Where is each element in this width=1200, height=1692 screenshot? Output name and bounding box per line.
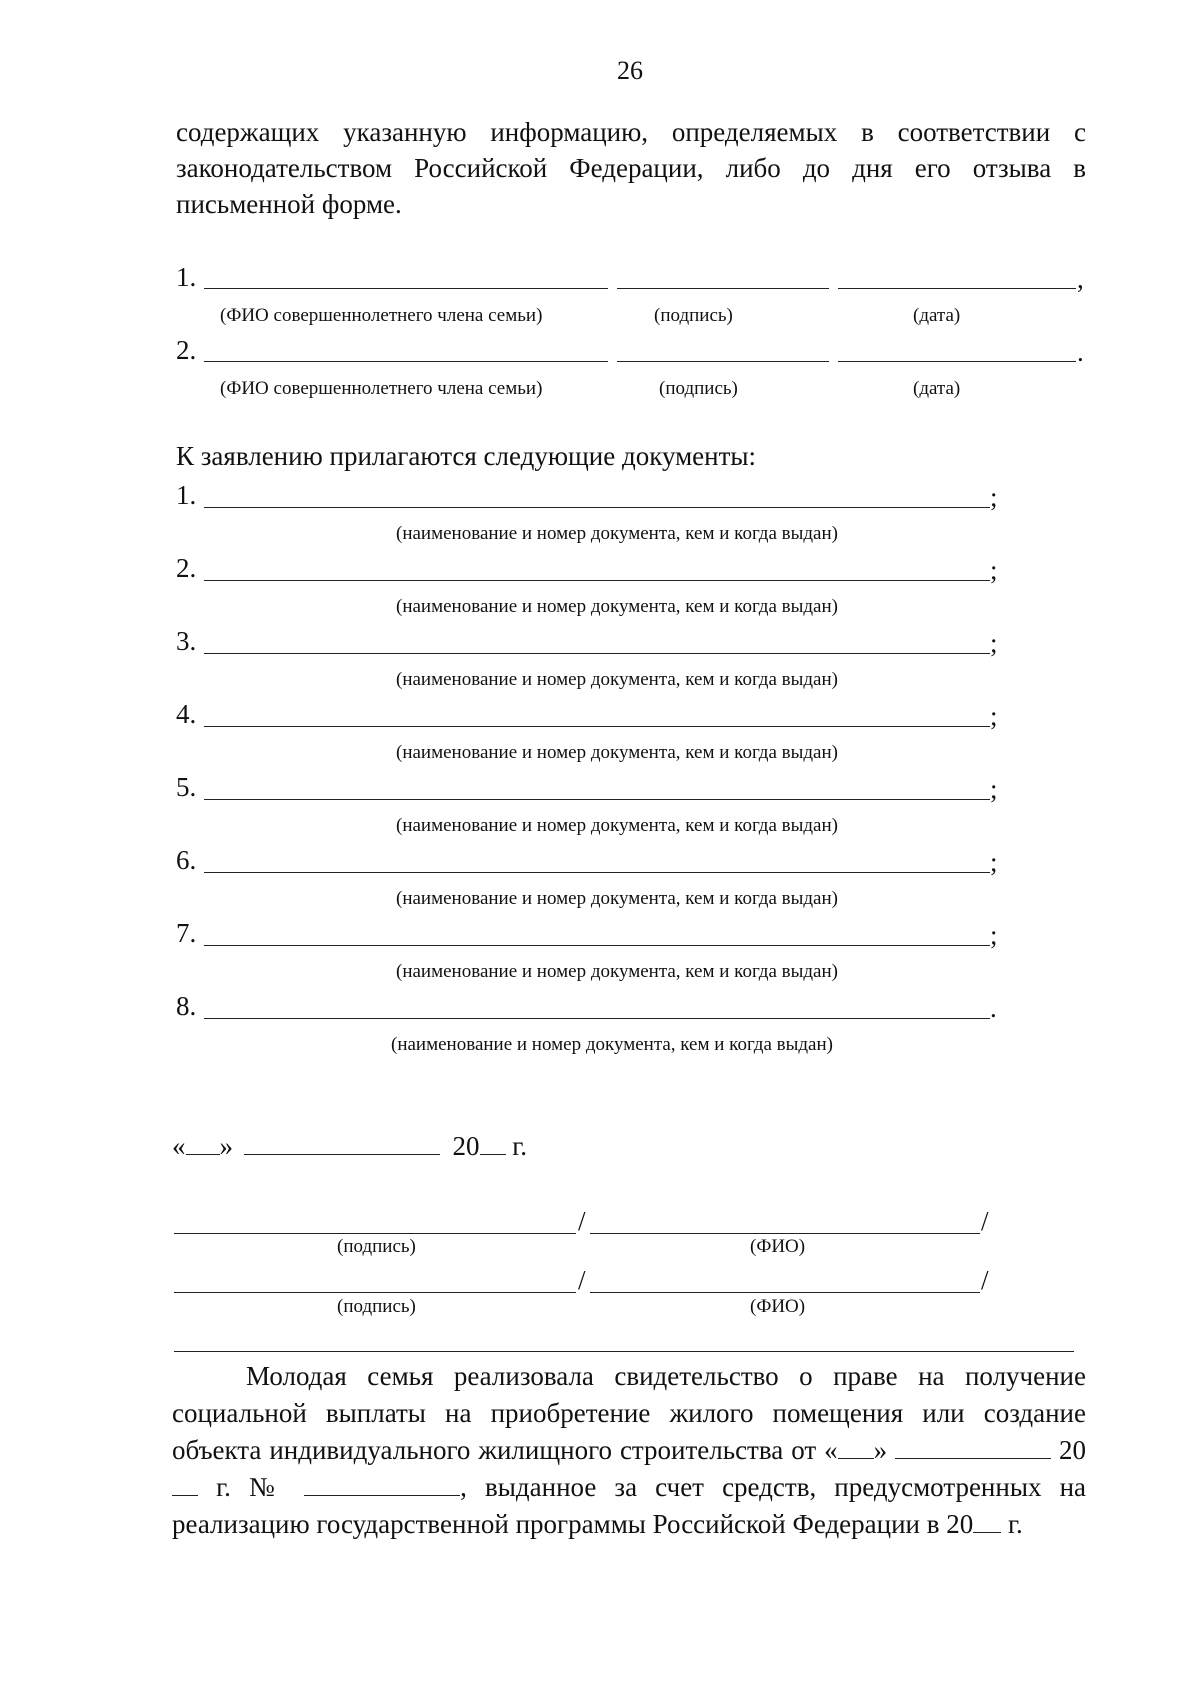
fio-caption: (ФИО) [750, 1296, 806, 1317]
attachment-field-line[interactable] [204, 1018, 990, 1019]
family-row-number: 2. [176, 335, 197, 365]
date-caption: (дата) [913, 305, 961, 326]
date-open-quote: « [172, 1131, 186, 1161]
attachment-end-punct: ; [990, 482, 998, 512]
signature-field-line[interactable] [617, 361, 829, 362]
final-text-5: , выданное за счет средств, предусмотренных на реализацию государственной программы Российской Федерации в 20 [172, 1472, 1086, 1539]
slash-separator: / [578, 1206, 586, 1236]
attachment-caption: (наименование и номер документа, кем и когда выдан) [396, 523, 838, 544]
attachment-caption: (наименование и номер документа, кем и когда выдан) [396, 669, 838, 690]
row-end-punct: , [1077, 264, 1084, 294]
attachment-end-punct: ; [990, 628, 998, 658]
year-suffix: г. [512, 1131, 528, 1161]
day-field[interactable] [186, 1132, 220, 1155]
fio-caption: (ФИО совершеннолетнего члена семьи) [220, 378, 543, 399]
section-divider [174, 1351, 1074, 1352]
attachment-caption: (наименование и номер документа, кем и когда выдан) [391, 1034, 833, 1055]
attachment-caption: (наименование и номер документа, кем и когда выдан) [396, 961, 838, 982]
attachment-number: 5. [176, 772, 197, 802]
signature-caption: (подпись) [654, 305, 733, 326]
attachment-field-line[interactable] [204, 872, 990, 873]
attachments-heading: К заявлению прилагаются следующие документы: [176, 441, 757, 471]
signature-field-line[interactable] [617, 288, 829, 289]
date-field-line[interactable] [838, 361, 1076, 362]
attachment-field-line[interactable] [204, 726, 990, 727]
fio-caption: (ФИО) [750, 1236, 806, 1257]
family-row-number: 1. [176, 262, 197, 292]
month-field[interactable] [244, 1132, 440, 1155]
row-end-punct: . [1077, 337, 1084, 367]
final-paragraph [172, 1358, 1086, 1543]
fio-caption: (ФИО совершеннолетнего члена семьи) [220, 305, 543, 326]
attachment-number: 8. [176, 991, 197, 1021]
final-text-3: 20 [1059, 1435, 1087, 1465]
slash-separator: / [981, 1265, 989, 1295]
date-line [172, 1130, 527, 1162]
attachment-field-line[interactable] [204, 799, 990, 800]
final-text-2: » [873, 1435, 888, 1465]
page-number: 26 [617, 56, 643, 85]
attachment-field-line[interactable] [204, 653, 990, 654]
attachment-end-punct: ; [990, 701, 998, 731]
certificate-month-field[interactable] [895, 1436, 1051, 1459]
signature-caption: (подпись) [337, 1236, 416, 1257]
attachment-end-punct: ; [990, 774, 998, 804]
certificate-day-field[interactable] [838, 1436, 874, 1459]
applicant-signature-line[interactable] [174, 1292, 576, 1293]
final-text-1: Молодая семья реализовала свидетельство о праве на получение социальной выплаты на приобретение жилого помещения или создание объекта индивидуального жилищного строительства от « [172, 1361, 1086, 1465]
attachment-end-punct: ; [990, 555, 998, 585]
signature-caption: (подпись) [659, 378, 738, 399]
attachment-number: 3. [176, 626, 197, 656]
attachment-end-punct: . [990, 993, 997, 1023]
attachment-end-punct: ; [990, 920, 998, 950]
attachment-field-line[interactable] [204, 945, 990, 946]
applicant-fio-line[interactable] [590, 1233, 980, 1234]
year-prefix: 20 [452, 1131, 480, 1161]
applicant-signature-line[interactable] [174, 1233, 576, 1234]
fio-field-line[interactable] [204, 361, 608, 362]
applicant-fio-line[interactable] [590, 1292, 980, 1293]
attachment-end-punct: ; [990, 847, 998, 877]
date-close-quote: » [219, 1131, 233, 1161]
attachment-caption: (наименование и номер документа, кем и когда выдан) [396, 815, 838, 836]
slash-separator: / [981, 1206, 989, 1236]
attachment-caption: (наименование и номер документа, кем и когда выдан) [396, 888, 838, 909]
attachment-number: 6. [176, 845, 197, 875]
program-year-field[interactable] [973, 1510, 1001, 1533]
attachment-number: 4. [176, 699, 197, 729]
attachment-caption: (наименование и номер документа, кем и когда выдан) [396, 596, 838, 617]
fio-field-line[interactable] [204, 288, 608, 289]
final-text-6: г. [1008, 1509, 1023, 1539]
intro-paragraph: содержащих указанную информацию, определяемых в соответствии с законодательством Российской Федерации, либо до дня его отзыва в письменной форме. [176, 117, 1086, 219]
year-field[interactable] [480, 1132, 506, 1155]
signature-caption: (подпись) [337, 1296, 416, 1317]
certificate-number-field[interactable] [304, 1473, 460, 1496]
slash-separator: / [578, 1265, 586, 1295]
attachment-number: 1. [176, 480, 197, 510]
date-field-line[interactable] [838, 288, 1076, 289]
attachment-field-line[interactable] [204, 507, 990, 508]
attachment-number: 2. [176, 553, 197, 583]
attachment-caption: (наименование и номер документа, кем и когда выдан) [396, 742, 838, 763]
attachment-number: 7. [176, 918, 197, 948]
certificate-year-field[interactable] [172, 1473, 198, 1496]
attachment-field-line[interactable] [204, 580, 990, 581]
date-caption: (дата) [913, 378, 961, 399]
final-text-4: г. № [216, 1472, 287, 1502]
